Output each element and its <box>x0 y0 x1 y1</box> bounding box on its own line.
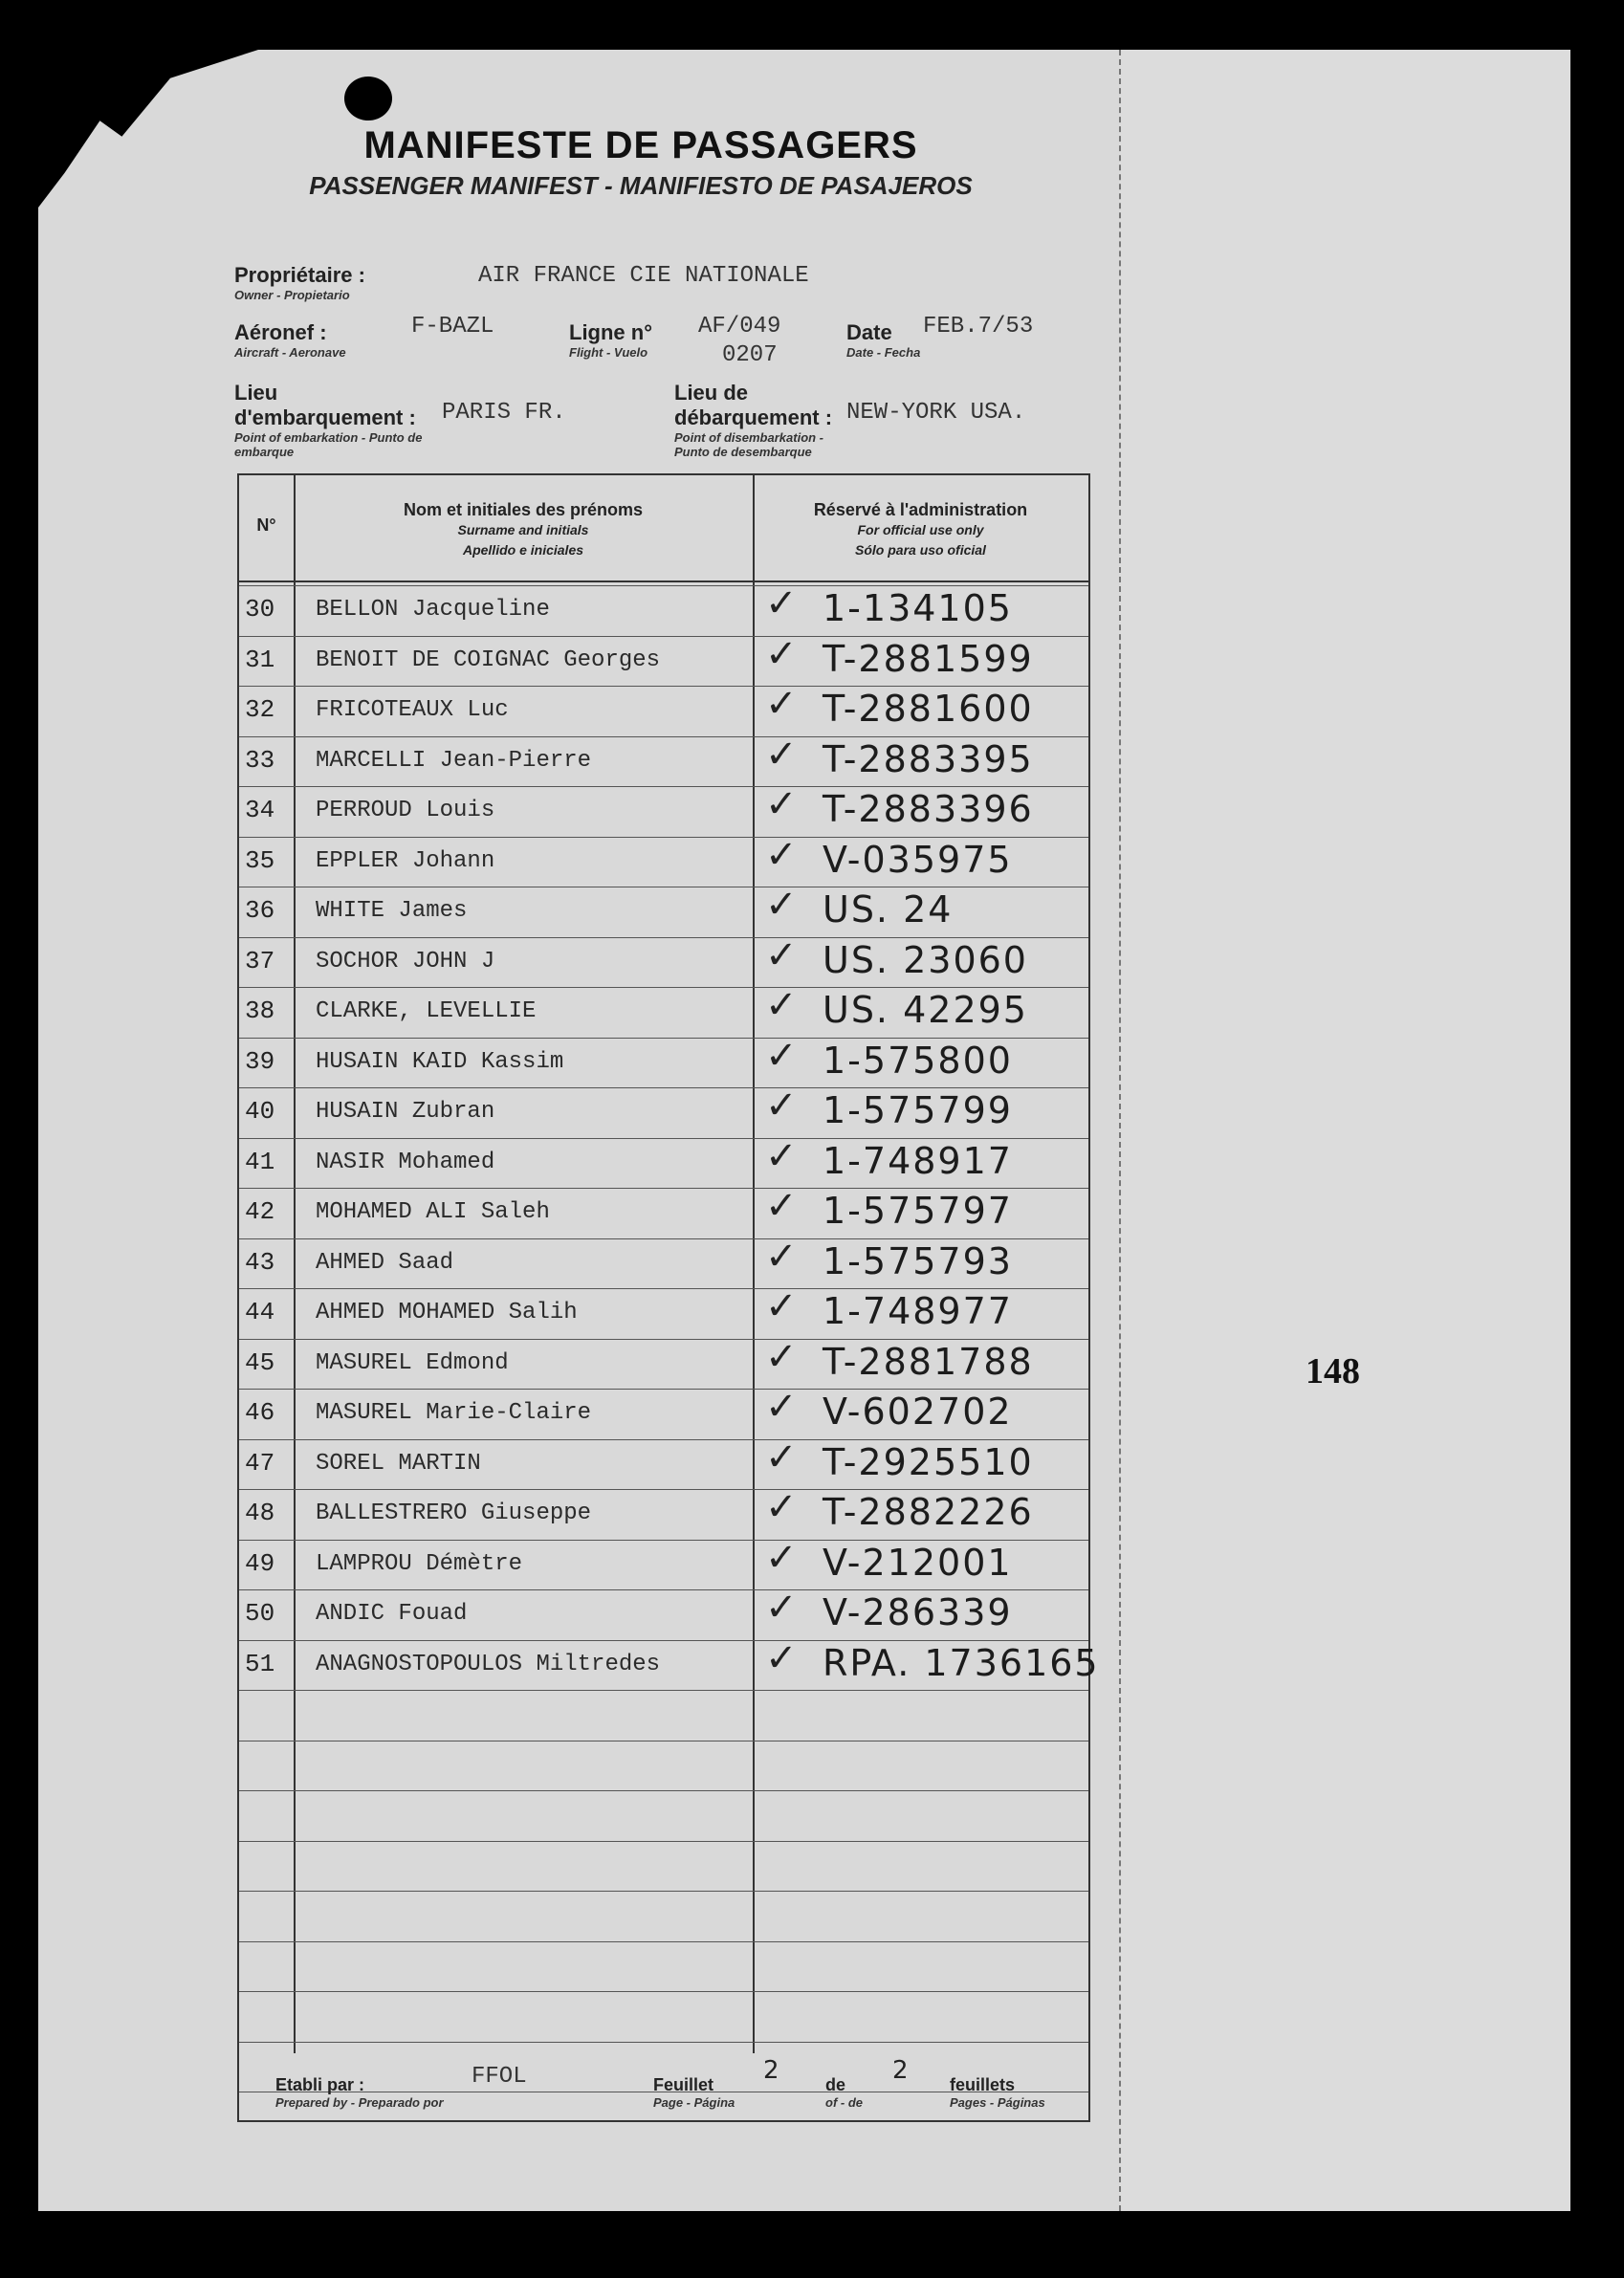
row-number: 34 <box>245 796 275 824</box>
passenger-name: SOREL MARTIN <box>316 1450 481 1477</box>
row-rule <box>239 1288 1088 1289</box>
row-rule <box>239 686 1088 687</box>
check-mark-icon: ✓ <box>765 582 798 624</box>
passenger-name: EPPLER Johann <box>316 847 495 874</box>
flight-value-2: 0207 <box>722 342 778 368</box>
sheet-value: 2 <box>763 2056 780 2085</box>
official-reference: 1-575799 <box>823 1089 1013 1131</box>
row-rule <box>239 1339 1088 1340</box>
row-rule <box>239 1439 1088 1440</box>
flight-value: AF/049 <box>698 314 781 340</box>
passenger-name: NASIR Mohamed <box>316 1149 495 1175</box>
official-reference: US. 24 <box>823 888 954 931</box>
official-reference: 1-575797 <box>823 1190 1013 1232</box>
row-rule <box>239 1891 1088 1892</box>
row-number: 44 <box>245 1298 275 1326</box>
col-divider-2 <box>753 475 755 2053</box>
official-reference: T-2925510 <box>823 1440 1034 1483</box>
check-mark-icon: ✓ <box>765 1134 798 1177</box>
check-mark-icon: ✓ <box>765 783 798 825</box>
official-reference: V-286339 <box>823 1591 1013 1633</box>
row-number: 51 <box>245 1649 275 1678</box>
row-number: 49 <box>245 1548 275 1578</box>
official-reference: T-2881788 <box>823 1340 1034 1383</box>
official-reference: 1-575800 <box>823 1039 1013 1082</box>
passenger-name: FRICOTEAUX Luc <box>316 697 509 723</box>
check-mark-icon: ✓ <box>765 683 798 725</box>
official-reference: V-212001 <box>823 1541 1013 1584</box>
disembark-label: Lieu de débarquement : Point of disembarkation - Punto de desembarque <box>674 381 833 459</box>
passenger-name: ANDIC Fouad <box>316 1601 468 1627</box>
col-no-header: N° <box>256 515 276 535</box>
check-mark-icon: ✓ <box>765 1235 798 1278</box>
row-rule <box>239 786 1088 787</box>
col-name-header: Nom et initiales des prénoms Surname and initials Apellido e iniciales <box>403 500 644 558</box>
official-reference: 1-575793 <box>823 1239 1013 1282</box>
row-rule <box>239 2042 1088 2043</box>
passenger-name: AHMED MOHAMED Salih <box>316 1300 578 1325</box>
official-reference: US. 42295 <box>823 989 1028 1031</box>
flight-label: Ligne n° Flight - Vuelo <box>569 320 653 360</box>
check-mark-icon: ✓ <box>765 1636 798 1679</box>
owner-value: AIR FRANCE CIE NATIONALE <box>478 263 809 289</box>
passenger-name: BALLESTRERO Giuseppe <box>316 1500 592 1526</box>
row-number: 47 <box>245 1448 275 1478</box>
owner-label: Propriétaire : Owner - Propietario <box>234 263 365 302</box>
passenger-name: ANAGNOSTOPOULOS Miltredes <box>316 1651 661 1677</box>
row-number: 38 <box>245 997 275 1025</box>
check-mark-icon: ✓ <box>765 833 798 876</box>
official-reference: US. 23060 <box>823 938 1028 981</box>
col-admin-header: Réservé à l'administration For official use only Sólo para uso oficial <box>813 500 1028 558</box>
row-rule <box>239 1389 1088 1390</box>
date-label: Date Date - Fecha <box>846 320 921 360</box>
disembark-value: NEW-YORK USA. <box>846 400 1026 426</box>
check-mark-icon: ✓ <box>765 632 798 675</box>
passenger-name: MASUREL Marie-Claire <box>316 1400 592 1426</box>
prepared-value: FFOL <box>472 2064 527 2090</box>
aircraft-label: Aéronef : Aircraft - Aeronave <box>234 320 346 360</box>
row-rule <box>239 1589 1088 1590</box>
row-rule <box>239 1238 1088 1239</box>
row-number: 33 <box>245 745 275 775</box>
row-rule <box>239 1640 1088 1641</box>
aircraft-value: F-BAZL <box>411 314 494 340</box>
of-label: de of - de <box>825 2075 863 2110</box>
right-margin-panel <box>1119 50 1570 2211</box>
row-rule <box>239 736 1088 737</box>
row-rule <box>239 837 1088 838</box>
official-reference: V-602702 <box>823 1391 1013 1433</box>
prepared-label: Etabli par : Prepared by - Preparado por <box>275 2075 444 2110</box>
row-rule <box>239 1188 1088 1189</box>
row-number: 50 <box>245 1599 275 1628</box>
official-reference: RPA. 1736165 <box>823 1641 1100 1684</box>
row-number: 30 <box>245 595 275 624</box>
row-number: 31 <box>245 645 275 674</box>
row-rule <box>239 987 1088 988</box>
row-rule <box>239 1087 1088 1088</box>
passenger-name: AHMED Saad <box>316 1249 454 1276</box>
row-number: 41 <box>245 1147 275 1176</box>
check-mark-icon: ✓ <box>765 884 798 926</box>
manifest-header <box>191 124 1090 201</box>
passenger-name: BENOIT DE COIGNAC Georges <box>316 646 661 673</box>
check-mark-icon: ✓ <box>765 1034 798 1077</box>
check-mark-icon: ✓ <box>765 1084 798 1127</box>
row-number: 32 <box>245 695 275 724</box>
row-number: 40 <box>245 1097 275 1126</box>
row-number: 43 <box>245 1247 275 1277</box>
row-rule <box>239 1991 1088 1992</box>
of-value: 2 <box>892 2056 910 2085</box>
passenger-name: MASUREL Edmond <box>316 1349 509 1376</box>
row-number: 46 <box>245 1398 275 1427</box>
row-rule <box>239 1790 1088 1791</box>
check-mark-icon: ✓ <box>765 1335 798 1378</box>
row-rule <box>239 585 1088 586</box>
official-reference: 1-748917 <box>823 1139 1013 1182</box>
row-number: 48 <box>245 1499 275 1527</box>
passenger-table <box>237 473 1100 2122</box>
check-mark-icon: ✓ <box>765 1536 798 1579</box>
passenger-name: LAMPROU Démètre <box>316 1550 523 1577</box>
row-rule <box>239 1489 1088 1490</box>
check-mark-icon: ✓ <box>765 1486 798 1528</box>
col-divider-1 <box>294 475 296 2053</box>
check-mark-icon: ✓ <box>765 984 798 1026</box>
passenger-name: MARCELLI Jean-Pierre <box>316 747 592 774</box>
passenger-name: SOCHOR JOHN J <box>316 948 495 975</box>
punch-hole-left <box>344 77 392 120</box>
row-rule <box>239 937 1088 938</box>
row-rule <box>239 1690 1088 1691</box>
row-rule <box>239 636 1088 637</box>
passenger-name: WHITE James <box>316 898 468 924</box>
official-reference: T-2881600 <box>823 688 1034 730</box>
embark-value: PARIS FR. <box>442 400 566 426</box>
page-title: MANIFESTE DE PASSAGERS <box>363 124 918 166</box>
embark-label: Lieu d'embarquement : Point of embarkation - Punto de embarque <box>234 381 423 459</box>
row-number: 35 <box>245 845 275 875</box>
check-mark-icon: ✓ <box>765 1185 798 1227</box>
passenger-name: MOHAMED ALI Saleh <box>316 1199 550 1225</box>
row-number: 39 <box>245 1046 275 1076</box>
official-reference: T-2883395 <box>823 737 1034 780</box>
table-header <box>239 475 1088 582</box>
sheet-label: Feuillet Page - Página <box>653 2075 735 2110</box>
row-rule <box>239 1841 1088 1842</box>
check-mark-icon: ✓ <box>765 1285 798 1327</box>
row-number: 36 <box>245 896 275 925</box>
official-reference: T-2883396 <box>823 788 1034 830</box>
row-rule <box>239 1941 1088 1942</box>
row-number: 42 <box>245 1197 275 1226</box>
official-reference: 1-748977 <box>823 1290 1013 1332</box>
row-rule <box>239 1540 1088 1541</box>
date-value: FEB.7/53 <box>923 314 1034 340</box>
passenger-name: HUSAIN KAID Kassim <box>316 1048 564 1075</box>
official-reference: T-2882226 <box>823 1491 1034 1533</box>
row-rule <box>239 1138 1088 1139</box>
check-mark-icon: ✓ <box>765 933 798 976</box>
row-rule <box>239 1038 1088 1039</box>
check-mark-icon: ✓ <box>765 733 798 776</box>
row-number: 37 <box>245 946 275 975</box>
passenger-name: HUSAIN Zubran <box>316 1099 495 1125</box>
official-reference: V-035975 <box>823 838 1013 881</box>
sheets-label: feuillets Pages - Páginas <box>950 2075 1045 2110</box>
check-mark-icon: ✓ <box>765 1386 798 1428</box>
check-mark-icon: ✓ <box>765 1435 798 1479</box>
check-mark-icon: ✓ <box>765 1587 798 1629</box>
official-reference: 1-134105 <box>823 587 1013 629</box>
page-subtitle: PASSENGER MANIFEST - MANIFIESTO DE PASAJEROS <box>309 171 973 200</box>
passenger-name: BELLON Jacqueline <box>316 597 550 623</box>
passenger-name: CLARKE, LEVELLIE <box>316 998 537 1024</box>
page-number-stamp: 148 <box>1306 1351 1360 1391</box>
passenger-name: PERROUD Louis <box>316 798 495 823</box>
official-reference: T-2881599 <box>823 637 1034 680</box>
row-number: 45 <box>245 1347 275 1377</box>
